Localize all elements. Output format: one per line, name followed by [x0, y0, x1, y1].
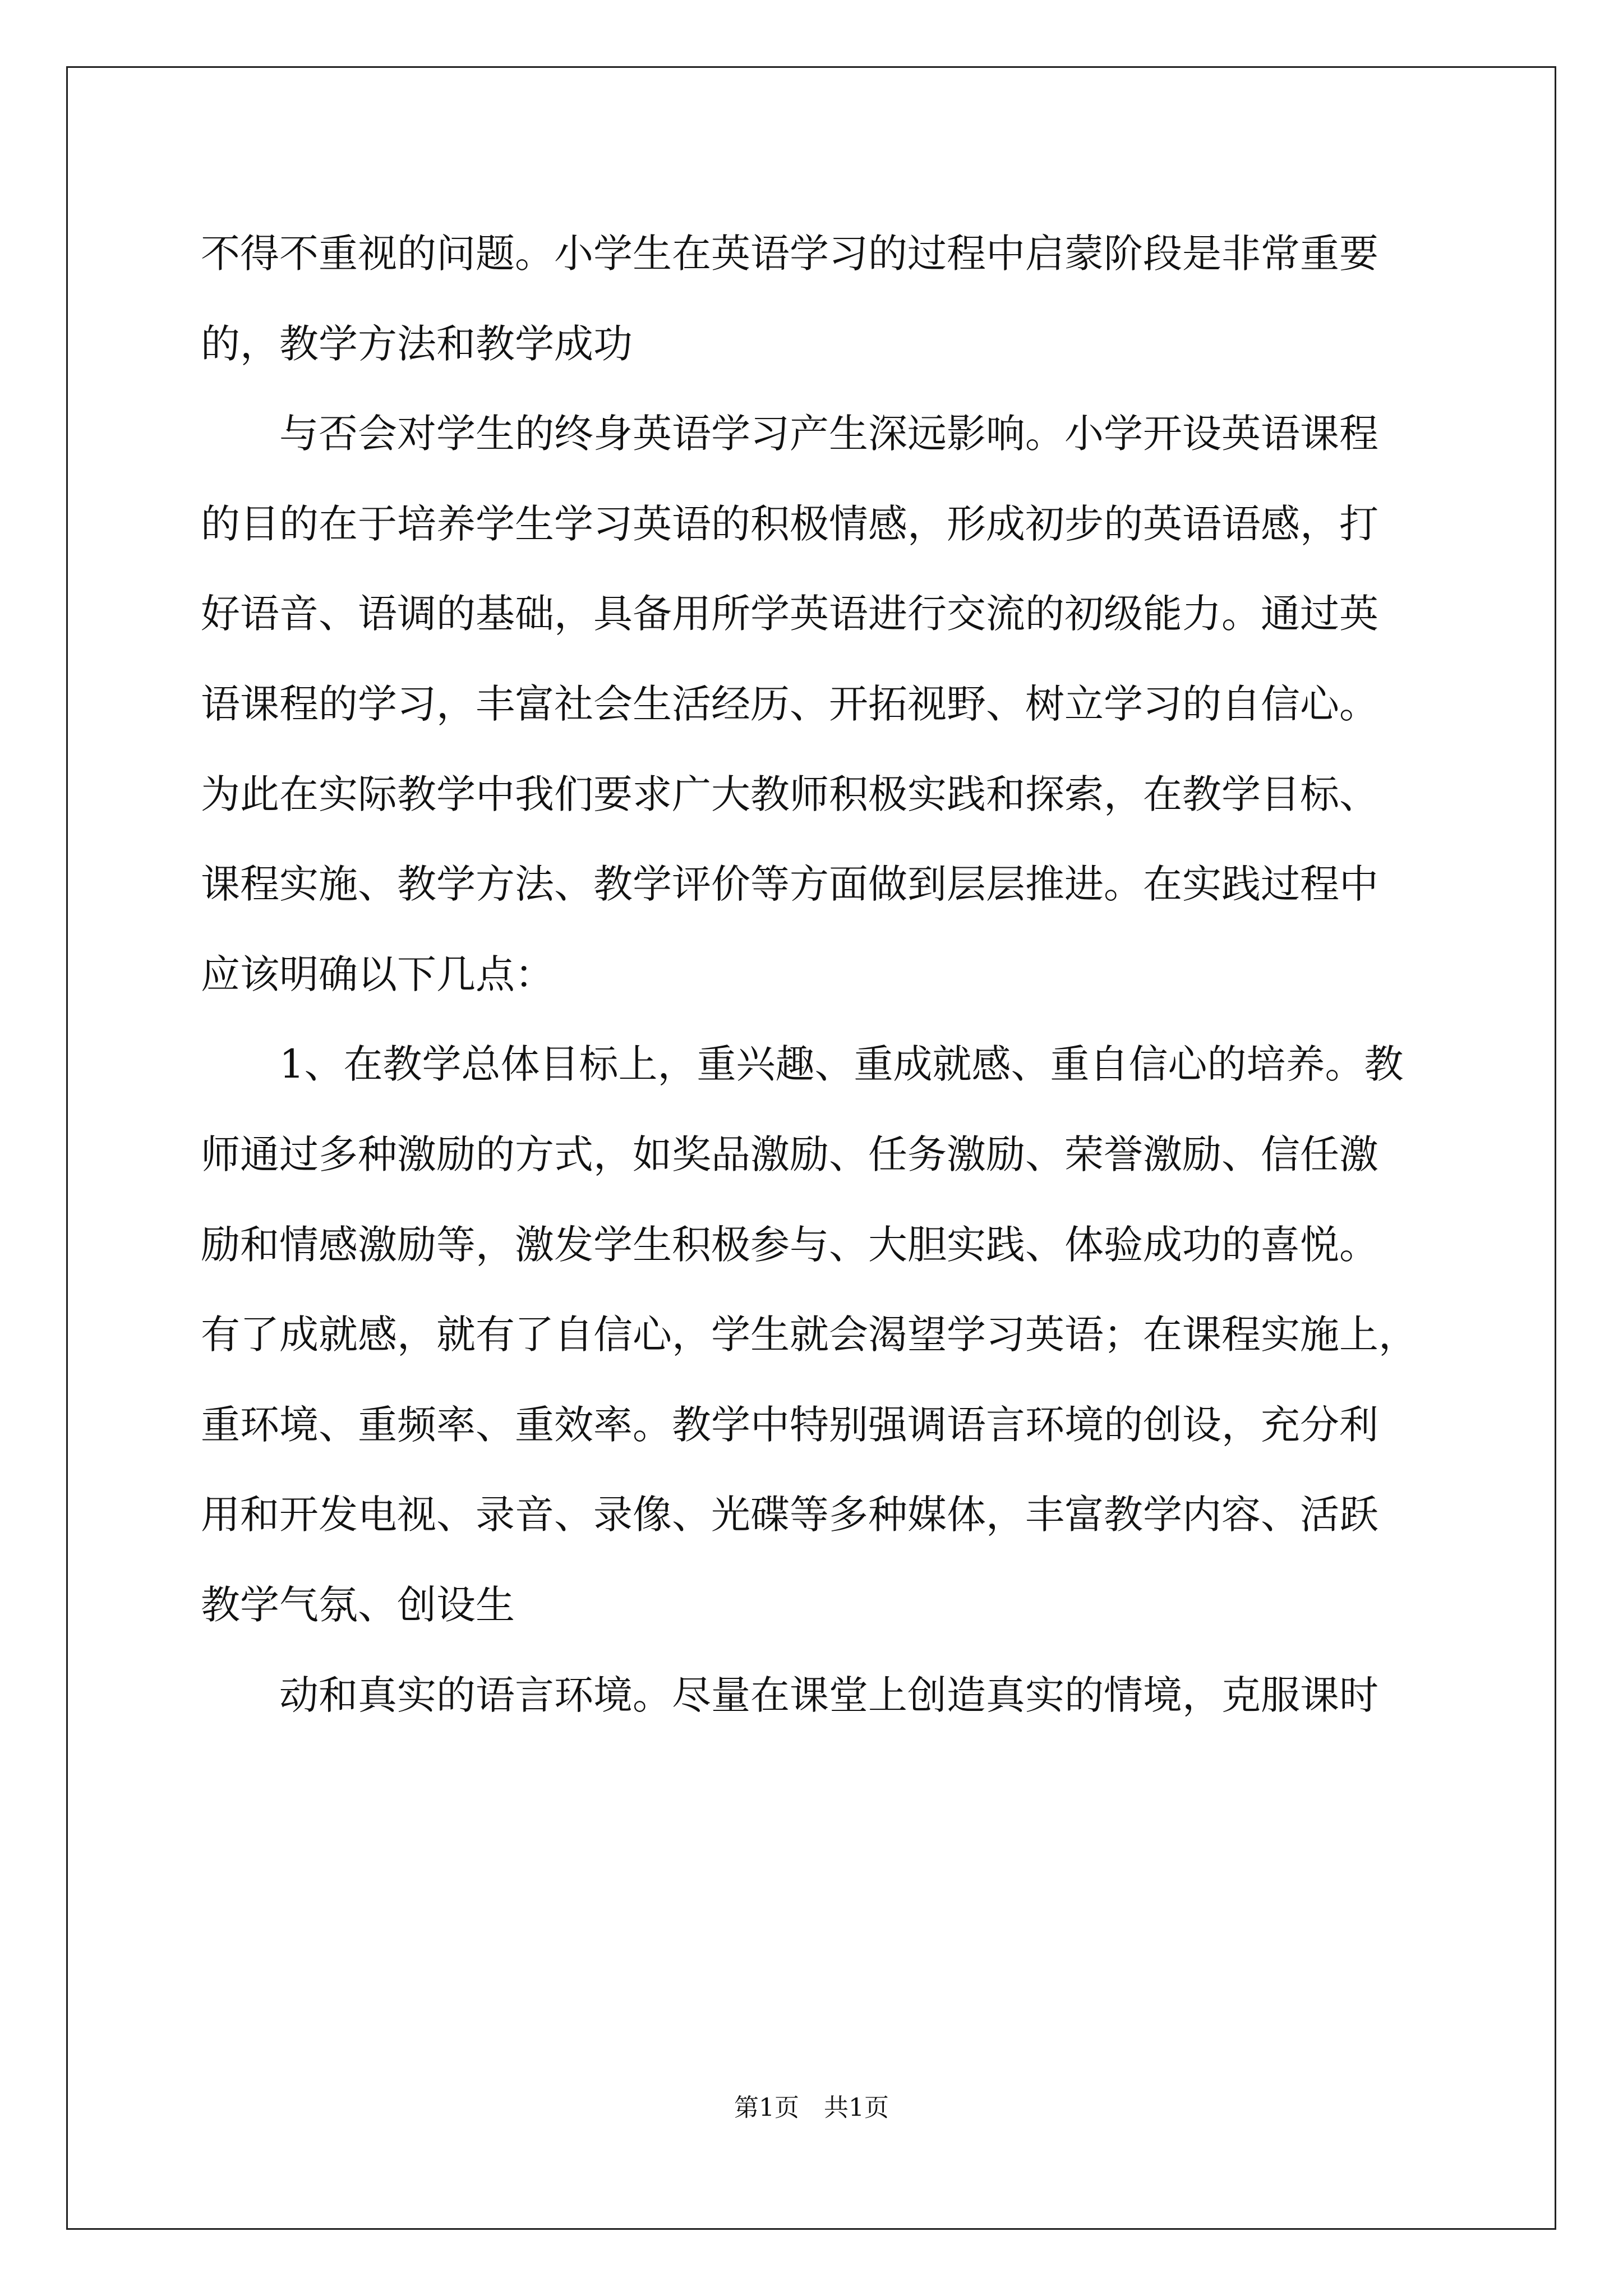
text-line: 1、在教学总体目标上，重兴趣、重成就感、重自信心的培养。教 — [279, 1041, 1404, 1088]
text-line: 好语音、语调的基础，具备用所学英语进行交流的初级能力。通过英 — [201, 591, 1378, 637]
text-line: 重环境、重频率、重效率。教学中特别强调语言环境的创设，充分利 — [201, 1401, 1378, 1448]
paragraph-3 — [201, 1019, 1468, 1650]
text-line: 动和真实的语言环境。尽量在课堂上创造真实的情境，克服课时 — [279, 1672, 1378, 1718]
text-line: 的目的在于培养学生学习英语的积极情感，形成初步的英语语感，打 — [201, 500, 1378, 547]
text-line: 教学气氛、创设生 — [201, 1581, 515, 1628]
text-line: 的，教学方法和教学成功 — [201, 320, 633, 367]
text-line: 课程实施、教学方法、教学评价等方面做到层层推进。在实践过程中 — [201, 861, 1378, 908]
text-line: 与否会对学生的终身英语学习产生深远影响。小学开设英语课程 — [279, 411, 1378, 457]
text-line: 有了成就感，就有了自信心，学生就会渴望学习英语；在课程实施上， — [201, 1312, 1418, 1358]
text-line: 应该明确以下几点： — [201, 951, 554, 997]
text-line: 励和情感激励等，激发学生积极参与、大胆实践、体验成功的喜悦。 — [201, 1221, 1378, 1268]
paragraph-1 — [201, 209, 1468, 389]
text-line: 用和开发电视、录音、录像、光碟等多种媒体，丰富教学内容、活跃 — [201, 1492, 1378, 1538]
text-line: 为此在实际教学中我们要求广大教师积极实践和探索，在教学目标、 — [201, 771, 1378, 817]
paragraph-2 — [201, 389, 1468, 1019]
page-footer: 第1页 共1页 — [734, 2093, 889, 2122]
text-line: 语课程的学习，丰富社会生活经历、开拓视野、树立学习的自信心。 — [201, 680, 1378, 727]
text-line: 不得不重视的问题。小学生在英语学习的过程中启蒙阶段是非常重要 — [201, 231, 1378, 277]
text-line: 师通过多种激励的方式，如奖品激励、任务激励、荣誉激励、信任激 — [201, 1131, 1378, 1177]
paragraph-4 — [201, 1650, 1468, 1741]
document-body — [201, 209, 1468, 1740]
